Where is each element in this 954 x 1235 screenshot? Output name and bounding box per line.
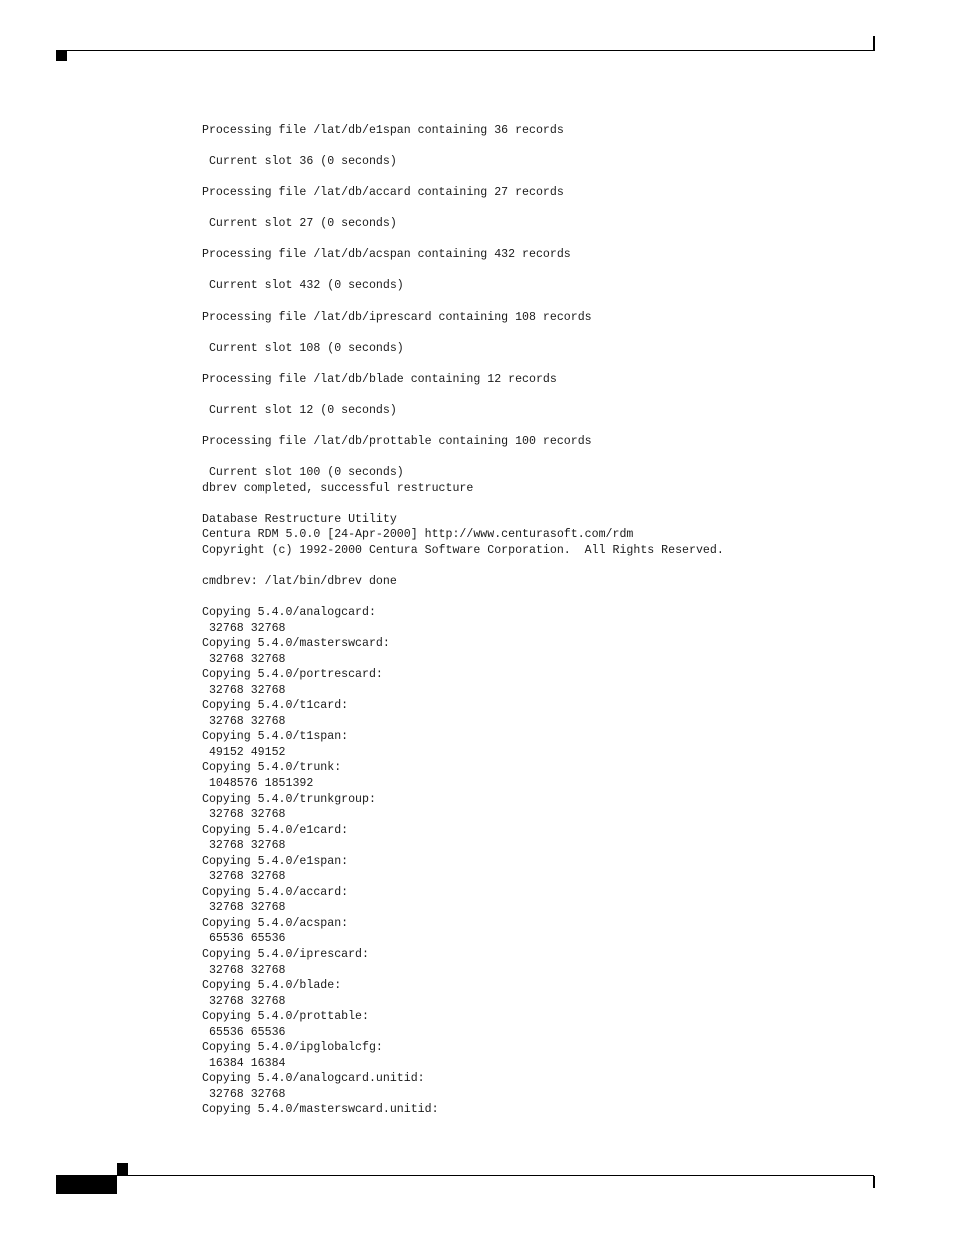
terminal-line: Copying 5.4.0/e1card: (202, 823, 349, 837)
terminal-line: Processing file /lat/db/acspan containing 432 records (202, 248, 571, 262)
terminal-line (202, 589, 902, 605)
terminal-line: Current slot 108 (0 seconds) (202, 341, 404, 355)
terminal-line: Copying 5.4.0/acspan: (202, 916, 349, 930)
terminal-line (202, 356, 902, 372)
terminal-line: Processing file /lat/db/blade containing 12 records (202, 372, 557, 386)
terminal-line: Copying 5.4.0/masterswcard.unitid: (202, 1103, 439, 1117)
terminal-line: Centura RDM 5.0.0 [24-Apr-2000] http://www.centurasoft.com/rdm (202, 528, 634, 542)
footer-rule (56, 1175, 874, 1176)
terminal-line: Copying 5.4.0/e1span: (202, 854, 349, 868)
terminal-line: Copying 5.4.0/blade: (202, 979, 342, 993)
terminal-line: 32768 32768 (202, 683, 286, 697)
terminal-line: Copyright (c) 1992-2000 Centura Software Corporation. All Rights Reserved. (202, 543, 724, 557)
terminal-line: 32768 32768 (202, 808, 286, 822)
header-marker-block (56, 51, 67, 61)
terminal-line (202, 201, 902, 217)
terminal-line: Processing file /lat/db/accard containing 27 records (202, 186, 564, 200)
terminal-line: 16384 16384 (202, 1056, 286, 1070)
terminal-line: 32768 32768 (202, 1087, 286, 1101)
terminal-line: 32768 32768 (202, 714, 286, 728)
header-edge-tick (873, 36, 875, 51)
terminal-line: Copying 5.4.0/iprescard: (202, 947, 369, 961)
footer-page-tab (56, 1176, 117, 1194)
footer-marker-block (117, 1163, 128, 1175)
terminal-line: Current slot 100 (0 seconds) (202, 466, 404, 480)
terminal-line: Current slot 36 (0 seconds) (202, 155, 397, 169)
terminal-line: 32768 32768 (202, 652, 286, 666)
terminal-output (202, 123, 902, 1118)
terminal-line: Copying 5.4.0/masterswcard: (202, 637, 390, 651)
terminal-line: Current slot 432 (0 seconds) (202, 279, 404, 293)
terminal-line: 32768 32768 (202, 839, 286, 853)
terminal-line (202, 387, 902, 403)
terminal-line: Copying 5.4.0/t1span: (202, 730, 349, 744)
terminal-line: Copying 5.4.0/trunkgroup: (202, 792, 376, 806)
terminal-line (202, 294, 902, 310)
terminal-line: 32768 32768 (202, 870, 286, 884)
terminal-line: 65536 65536 (202, 932, 286, 946)
terminal-line: 49152 49152 (202, 745, 286, 759)
terminal-line: Processing file /lat/db/e1span containing 36 records (202, 124, 564, 137)
terminal-line: 1048576 1851392 (202, 776, 314, 790)
terminal-line: 32768 32768 (202, 621, 286, 635)
terminal-line: Copying 5.4.0/analogcard: (202, 605, 376, 619)
terminal-line (202, 558, 902, 574)
terminal-line: Copying 5.4.0/prottable: (202, 1010, 369, 1024)
terminal-line (202, 263, 902, 279)
terminal-line: Copying 5.4.0/portrescard: (202, 668, 383, 682)
terminal-line (202, 496, 902, 512)
terminal-line: Copying 5.4.0/t1card: (202, 699, 349, 713)
terminal-line: Processing file /lat/db/prottable containing 100 records (202, 434, 592, 448)
terminal-line (202, 418, 902, 434)
terminal-line: Copying 5.4.0/analogcard.unitid: (202, 1072, 425, 1086)
terminal-line (202, 232, 902, 248)
header-rule (56, 50, 874, 51)
terminal-line: Database Restructure Utility (202, 512, 397, 526)
terminal-line: Current slot 27 (0 seconds) (202, 217, 397, 231)
terminal-line: dbrev completed, successful restructure (202, 481, 474, 495)
terminal-line: Current slot 12 (0 seconds) (202, 403, 397, 417)
terminal-line: cmdbrev: /lat/bin/dbrev done (202, 574, 397, 588)
terminal-line: Copying 5.4.0/trunk: (202, 761, 342, 775)
terminal-line: Processing file /lat/db/iprescard containing 108 records (202, 310, 592, 324)
terminal-line (202, 449, 902, 465)
terminal-line (202, 139, 902, 155)
terminal-line: Copying 5.4.0/ipglobalcfg: (202, 1041, 383, 1055)
terminal-line (202, 170, 902, 186)
terminal-line: 65536 65536 (202, 1025, 286, 1039)
terminal-line: 32768 32768 (202, 994, 286, 1008)
terminal-line: 32768 32768 (202, 963, 286, 977)
terminal-line: Copying 5.4.0/accard: (202, 885, 349, 899)
terminal-line: 32768 32768 (202, 901, 286, 915)
terminal-line (202, 325, 902, 341)
footer-edge-tick (873, 1176, 875, 1188)
